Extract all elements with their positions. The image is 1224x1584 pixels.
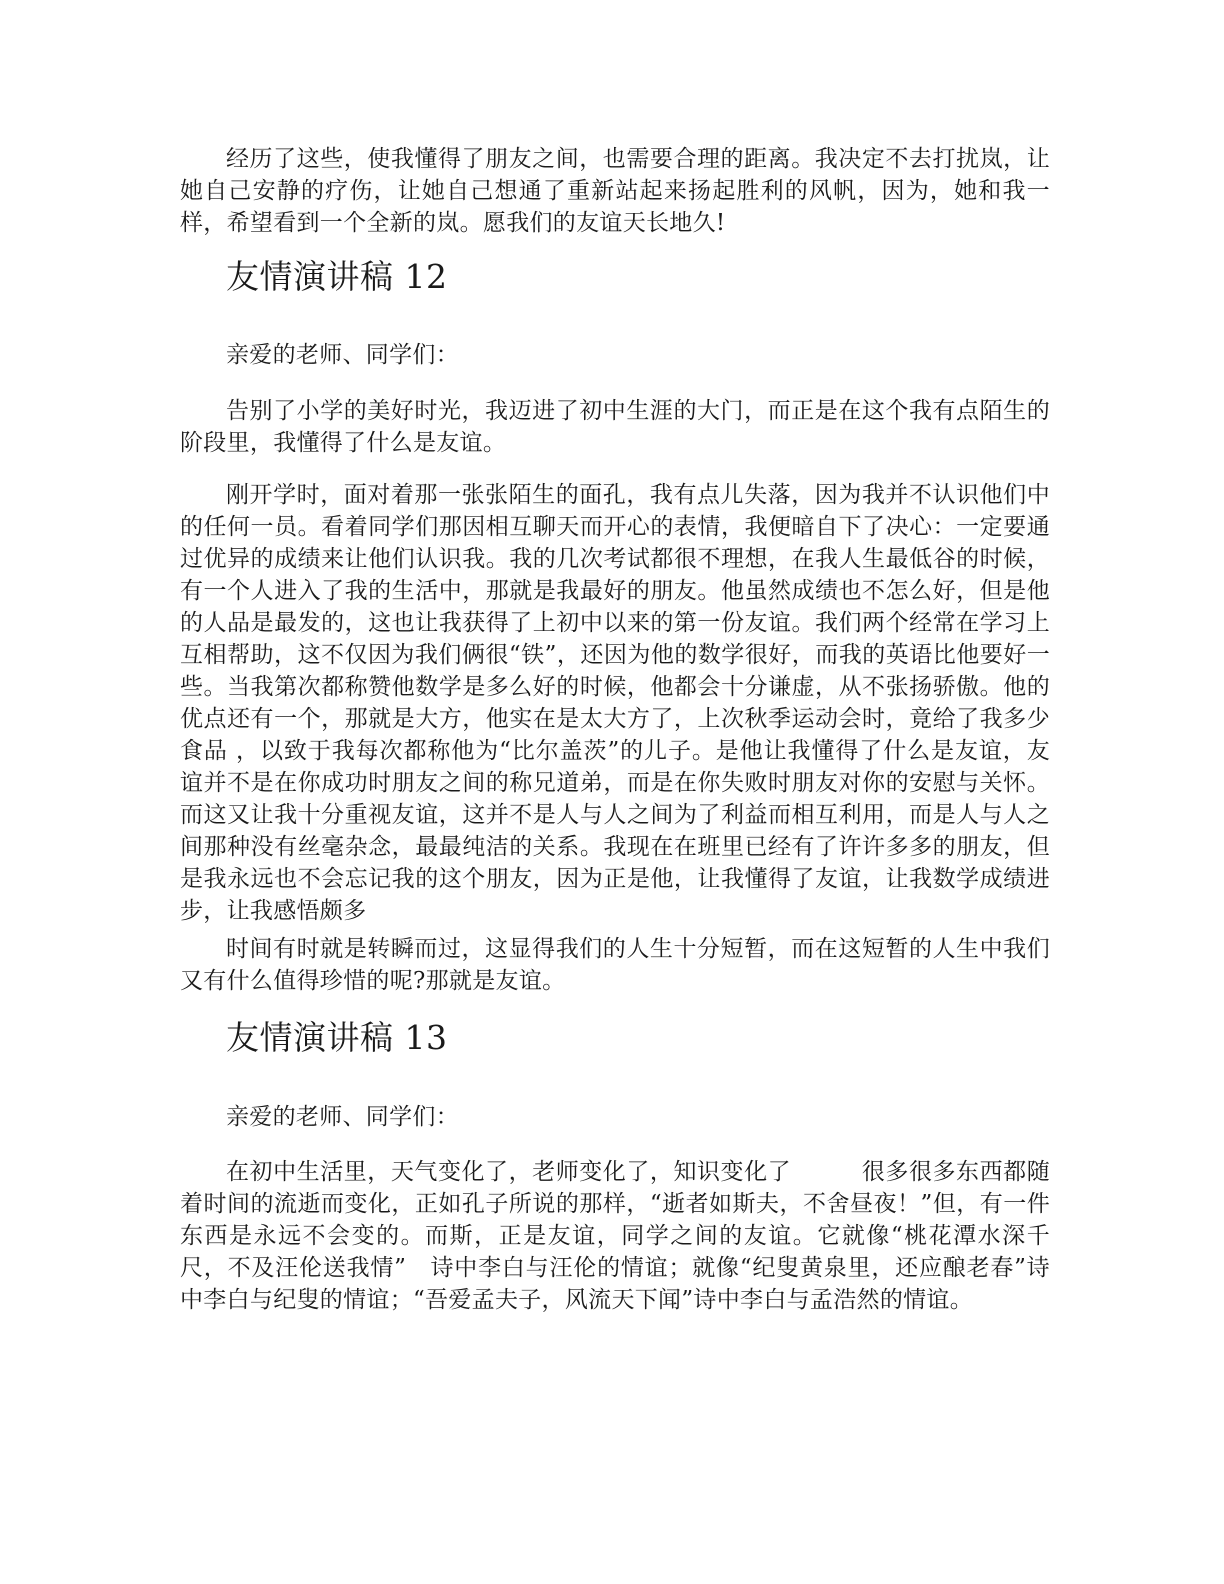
intro-paragraph: 经历了这些，使我懂得了朋友之间，也需要合理的距离。我决定不去打扰岚，让她自己安静的疗伤，让她自己想通了重新站起来扬起胜利的风帆，因为，她和我一样，希望看到一个全新的岚。愿我们的友谊天长地久!	[180, 146, 1050, 236]
section-12-paragraph-1: 告别了小学的美好时光，我迈进了初中生涯的大门，而正是在这个我有点陌生的阶段里，我懂得了什么是友谊。	[180, 398, 1050, 456]
section-13-paragraph-1: 在初中生活里，天气变化了，老师变化了，知识变化了 很多很多东西都随着时间的流逝而变化，正如孔子所说的那样，“逝者如斯夫，不舍昼夜！”但，有一件东西是永远不会变的。而斯，正是友谊，同学之间的友谊。它就像“桃花潭水深千尺，不及汪伦送我情” 诗中李白与汪伦的情谊；就像“纪叟黄泉里，还应酿老春”诗中李白与纪叟的情谊；“吾爱孟夫子，风流天下闻”诗中李白与孟浩然的情谊。	[180, 1159, 1050, 1313]
section-12-paragraph-3: 时间有时就是转瞬而过，这显得我们的人生十分短暂，而在这短暂的人生中我们又有什么值得珍惜的呢?那就是友谊。	[180, 936, 1050, 994]
section-12-greeting: 亲爱的老师、同学们：	[226, 342, 459, 368]
section-13-greeting: 亲爱的老师、同学们：	[226, 1104, 459, 1130]
section-13-heading: 友情演讲稿 13	[226, 1018, 448, 1057]
section-12-heading: 友情演讲稿 12	[226, 257, 448, 296]
section-12-paragraph-2: 刚开学时，面对着那一张张陌生的面孔，我有点儿失落，因为我并不认识他们中的任何一员。看着同学们那因相互聊天而开心的表情，我便暗自下了决心：一定要通过优异的成绩来让他们认识我。我的几次考试都很不理想，在我人生最低谷的时候，有一个人进入了我的生活中，那就是我最好的朋友。他虽然成绩也不怎么好，但是他的人品是最发的，这也让我获得了上初中以来的第一份友谊。我们两个经常在学习上互相帮助，这不仅因为我们俩很“铁”，还因为他的数学很好，而我的英语比他要好一些。当我第次都称赞他数学是多么好的时候，他都会十分谦虚，从不张扬骄傲。他的优点还有一个，那就是大方，他实在是太大方了，上次秋季运动会时，竟给了我多少食品 ，以致于我每次都称他为“比尔盖茨”的儿子。是他让我懂得了什么是友谊，友谊并不是在你成功时朋友之间的称兄道弟，而是在你失败时朋友对你的安慰与关怀。而这又让我十分重视友谊，这并不是人与人之间为了利益而相互利用，而是人与人之间那种没有丝毫杂念，最最纯洁的关系。我现在在班里已经有了许许多多的朋友，但是我永远也不会忘记我的这个朋友，因为正是他，让我懂得了友谊，让我数学成绩进步，让我感悟颇多	[180, 482, 1050, 924]
